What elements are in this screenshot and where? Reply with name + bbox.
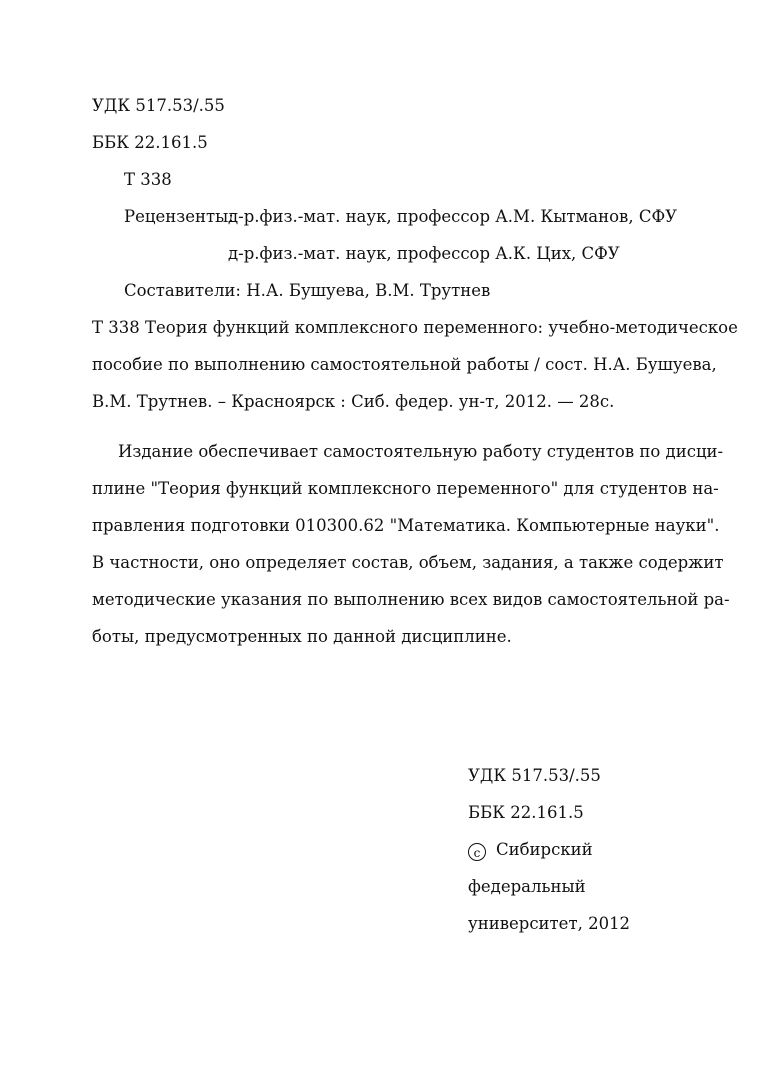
annotation-line-2: плине "Теория функций комплексного переменного" для студентов на- (92, 479, 719, 498)
footer-bbk: ББК 22.161.5 (468, 803, 584, 822)
annotation-line-5: методические указания по выполнению всех видов самостоятельной ра- (92, 590, 730, 609)
reviewers-label: Рецензенты: (124, 207, 234, 226)
bbk-code: ББК 22.161.5 (92, 133, 208, 152)
copyright-line-3: университет, 2012 (468, 914, 631, 933)
reviewer-2: д-р.физ.-мат. наук, профессор А.К. Цих, СФУ (228, 244, 620, 263)
author-mark: Т 338 (124, 170, 172, 189)
annotation-line-1: Издание обеспечивает самостоятельную работу студентов по дисци- (118, 442, 724, 461)
compilers: Составители: Н.А. Бушуева, В.М. Трутнев (124, 281, 491, 300)
copyright-icon: c (468, 843, 486, 861)
annotation-line-6: боты, предусмотренных по данной дисциплине. (92, 627, 512, 646)
bibliographic-line-1: Т 338 Теория функций комплексного переменного: учебно-методическое (92, 318, 738, 337)
copyright-line-2: федеральный (468, 877, 586, 896)
footer-udk: УДК 517.53/.55 (468, 766, 601, 785)
annotation-line-3: правления подготовки 010300.62 "Математика. Компьютерные науки". (92, 516, 720, 535)
copyright-text-1: Сибирский (496, 840, 593, 859)
bibliographic-line-2: пособие по выполнению самостоятельной работы / сост. Н.А. Бушуева, (92, 355, 717, 374)
bibliographic-line-3: В.М. Трутнев. – Красноярск : Сиб. федер. ун-т, 2012. — 28с. (92, 392, 615, 411)
reviewer-1: д-р.физ.-мат. наук, профессор А.М. Кытманов, СФУ (228, 207, 678, 226)
copyright-line-1 (468, 840, 593, 861)
annotation-line-4: В частности, оно определяет состав, объем, задания, а также содержит (92, 553, 724, 572)
udk-code: УДК 517.53/.55 (92, 96, 225, 115)
